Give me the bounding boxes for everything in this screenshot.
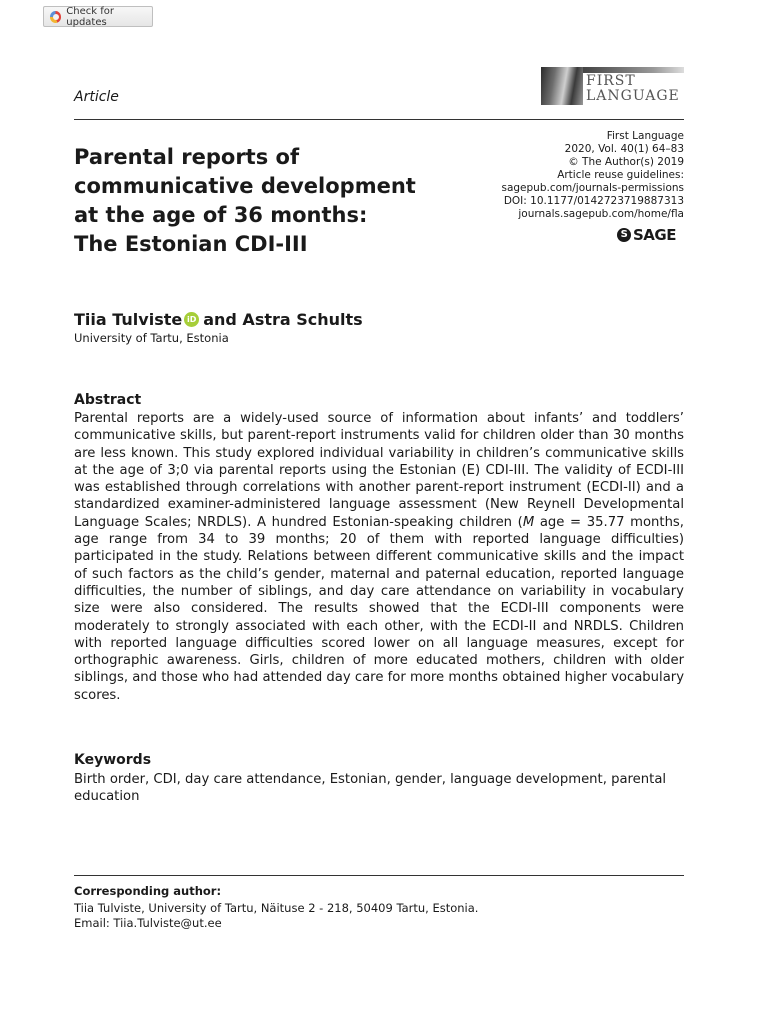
logo-line-2: LANGUAGE [586,88,680,104]
abstract-text [74,410,684,704]
crossmark-icon [50,11,61,23]
journal-homepage-link[interactable]: journals.sagepub.com/home/fla [518,208,684,220]
affiliation: University of Tartu, Estonia [74,331,229,345]
abstract-part: Parental reports are a widely-used source of information about infants’ and toddlers’ communicative skills, but parent-report instruments valid for children older than 30 months are less known. This study explored individual variability in children’s communicative skills at the age of 3;0 via parental reports using the Estonian (E) CDI-III. The validity of ECDI-III was established through correlations with another parent-report instrument (ECDI-II) and a standardized examiner-administered language assessment (New Reynell Developmental Language Scales; NRDLS). A hundred Estonian-speaking children ( [74,411,684,530]
permissions-link[interactable]: sagepub.com/journals-permissions [501,182,684,194]
logo-graphic-icon [541,67,583,105]
copyright: © The Author(s) 2019 [568,156,684,168]
keywords-heading: Keywords [74,752,152,768]
abstract-part: age = 35.77 months, age range from 34 to 39 months; 20 of them with reported language difficulties) participated in the study. Relations between different communicative skills and the impact of such factors as the child’s gender, maternal and paternal education, reported language difficulties, the number of siblings, and day care attendance on variability in vocabulary size were also considered. The results showed that the ECDI-III components were moderately to strongly associated with each other, with the ECDI-II and NRDLS. Children with reported language difficulties scored lower on all language measures, except for orthographic awareness. Girls, children of more educated mothers, children with older siblings, and those who had attended day care for more months obtained higher vocabulary scores. [74,514,684,703]
journal-volume: 2020, Vol. 40(1) 64–83 [564,143,684,155]
author-name: and Astra Schults [203,310,363,329]
author-list [74,310,363,329]
check-for-updates-label: Check for updates [66,5,114,28]
keywords-text: Birth order, CDI, day care attendance, Estonian, gender, language development, parental education [74,772,667,805]
paper-title [74,143,484,259]
corresponding-email[interactable]: Email: Tiia.Tulviste@ut.ee [74,916,222,930]
logo-text [586,74,680,104]
publisher-name: SAGE [633,226,676,244]
title-line: at the age of 36 months: [74,203,368,227]
logo-line-1: FIRST [586,73,636,89]
journal-logo [541,67,684,105]
journal-name: First Language [606,130,684,142]
sage-s-icon: S [617,228,631,242]
doi[interactable]: DOI: 10.1177/0142723719887313 [503,195,684,207]
journal-metadata [501,130,684,221]
article-type-label: Article [74,89,119,105]
abstract-mean-symbol: M [522,514,535,530]
publisher-logo [617,226,676,244]
corresponding-address: Tiia Tulviste, University of Tartu, Näituse 2 - 218, 50409 Tartu, Estonia. [74,901,479,915]
reuse-guidelines-label: Article reuse guidelines: [557,169,684,181]
check-for-updates-button[interactable] [43,6,153,27]
title-line: Parental reports of [74,145,300,169]
footer-divider [74,875,684,876]
abstract-heading: Abstract [74,392,142,408]
author-name: Tiia Tulviste [74,310,183,329]
orcid-icon[interactable]: iD [184,312,199,327]
title-line: The Estonian CDI-III [74,232,308,256]
corresponding-author-heading: Corresponding author: [74,884,222,898]
header-divider [74,119,684,120]
title-line: communicative development [74,174,416,198]
